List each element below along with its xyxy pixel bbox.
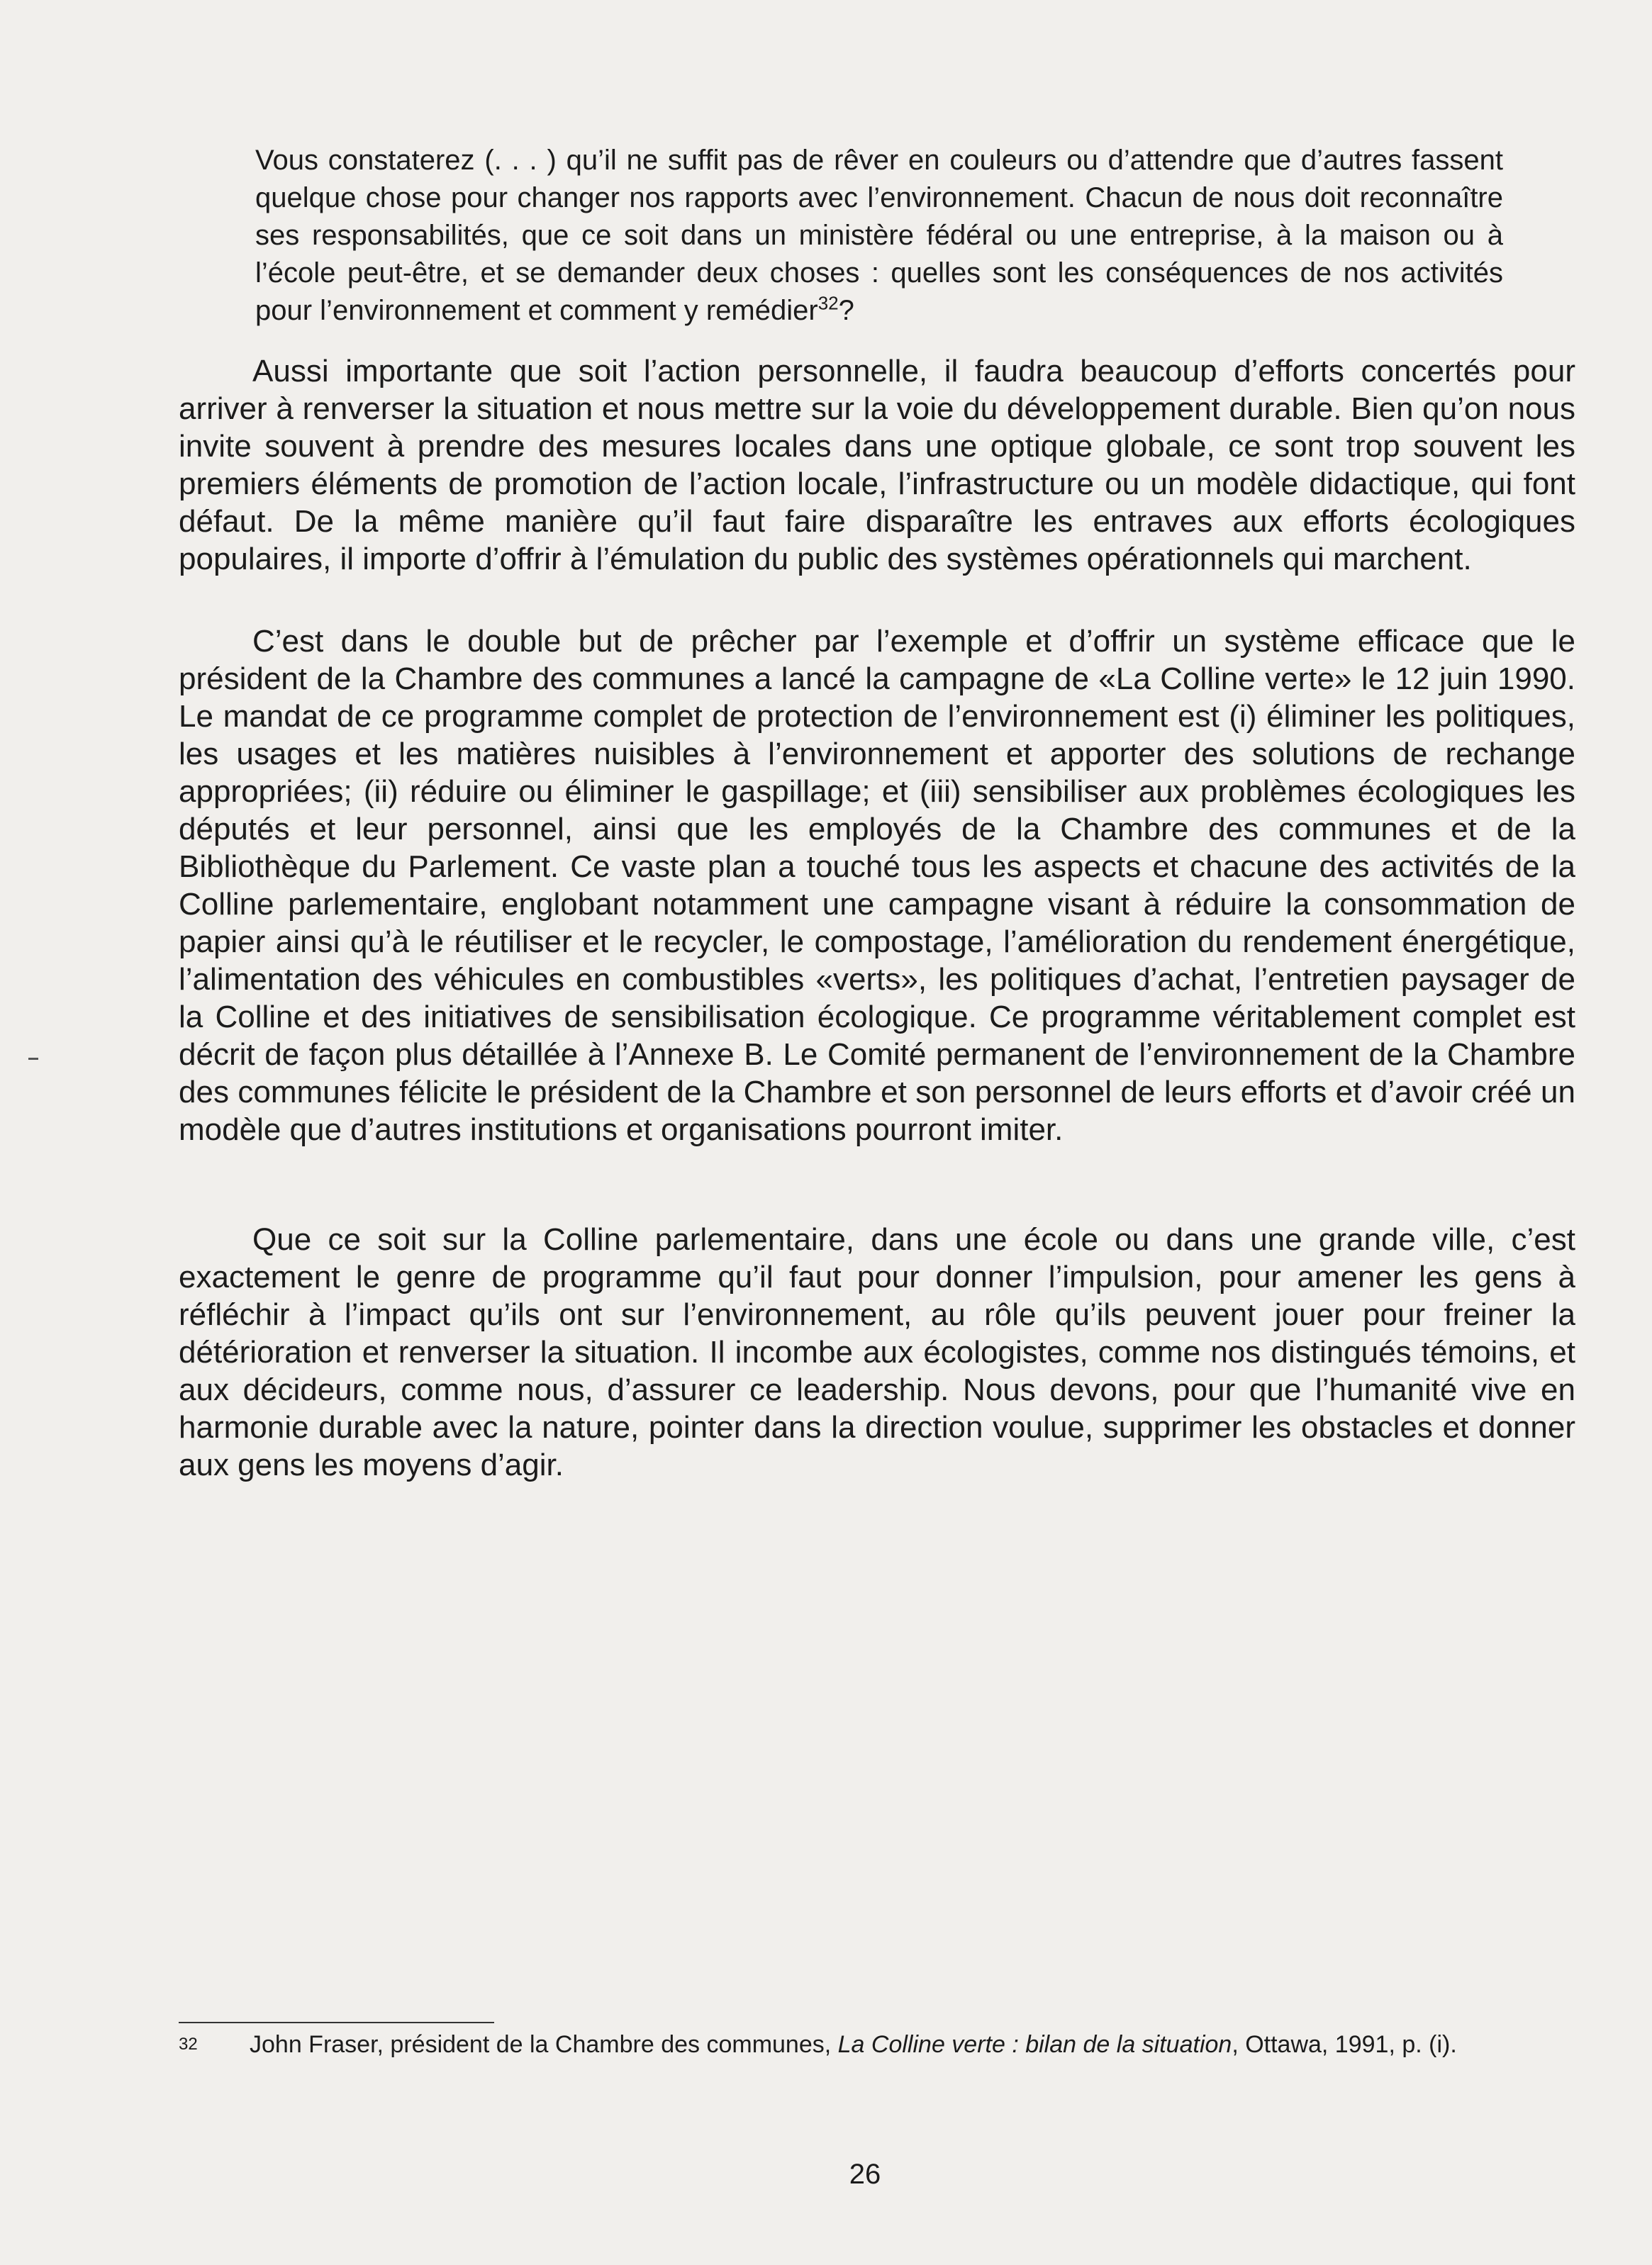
footnote-divider <box>179 2022 494 2023</box>
margin-mark <box>28 1058 38 1060</box>
paragraph-3: Que ce soit sur la Colline parlementaire, dans une école ou dans une grande ville, c’est exactement le genre de programme qu’il faut pour donner l’impulsion, pour amener les gens à réfléchir à l’impact qu’ils ont sur l’environnement, au rôle qu’ils peuvent jouer pour freiner la détérioration et renverser la situation. Il incombe aux écologistes, comme nos distingués témoins, et aux décideurs, comme nous, d’assurer ce leadership. Nous devons, pour que l’humanité vive en harmonie durable avec la nature, pointer dans la direction voulue, supprimer les obstacles et donner aux gens les moyens d’agir. <box>179 1222 1575 1482</box>
page-number: 26 <box>849 2159 881 2190</box>
paragraph-1: Aussi importante que soit l’action personnelle, il faudra beaucoup d’efforts concertés pour arriver à renverser la situation et nous mettre sur la voie du développement durable. Bien qu’on nous invite souvent à prendre des mesures locales dans une optique globale, ce sont trop souvent les premiers éléments de promotion de l’action locale, l’infrastructure ou un modèle didactique, qui font défaut. De la même manière qu’il faut faire disparaître les entraves aux efforts écologiques populaires, il importe d’offrir à l’émulation du public des systèmes opérationnels qui marchent. <box>179 354 1575 576</box>
footnote-title: La Colline verte : bilan de la situation <box>837 2031 1232 2058</box>
footnote-ref-32[interactable]: 32 <box>817 292 839 314</box>
footnote-32 <box>179 2029 1575 2060</box>
quote-text: Vous constaterez (. . . ) qu’il ne suffit pas de rêver en couleurs ou d’attendre que d’autres fassent quelque chose pour changer nos rapports avec l’environnement. Chacun de nous doit reconnaître ses responsabilités, que ce soit dans un ministère fédéral ou une entreprise, à la maison ou à l’école peut-être, et se demander deux choses : quelles sont les conséquences de nos activités pour l’environnement et comment y remédier <box>255 145 1503 326</box>
footnote-text-before: John Fraser, président de la Chambre des communes, <box>250 2031 838 2058</box>
block-quote <box>255 142 1503 330</box>
footnote-number: 32 <box>179 2035 198 2054</box>
quote-end: ? <box>838 295 854 326</box>
paragraph-2: C’est dans le double but de prêcher par l’exemple et d’offrir un système efficace que le président de la Chambre des communes a lancé la campagne de «La Colline verte» le 12 juin 1990. Le mandat de ce programme complet de protection de l’environnement est (i) éliminer les politiques, les usages et les matières nuisibles à l’environnement et apporter des solutions de rechange appropriées; (ii) réduire ou éliminer le gaspillage; et (iii) sensibiliser aux problèmes écologiques les députés et leur personnel, ainsi que les employés de la Chambre des communes et de la Bibliothèque du Parlement. Ce vaste plan a touché tous les aspects et chacune des activités de la Colline parlementaire, englobant notamment une campagne visant à réduire la consommation de papier ainsi qu’à le réutiliser et le recycler, le compostage, l’amélioration du rendement énergétique, l’alimentation des véhicules en combustibles «verts», les politiques d’achat, l’entretien paysager de la Colline et des initiatives de sensibilisation écologique. Ce programme véritablement complet est décrit de façon plus détaillée à l’Annexe B. Le Comité permanent de l’environnement de la Chambre des communes félicite le président de la Chambre et son personnel de leurs efforts et d’avoir créé un modèle que d’autres institutions et organisations pourront imiter. <box>179 624 1575 1147</box>
footnote-text-after: , Ottawa, 1991, p. (i). <box>1232 2031 1457 2058</box>
